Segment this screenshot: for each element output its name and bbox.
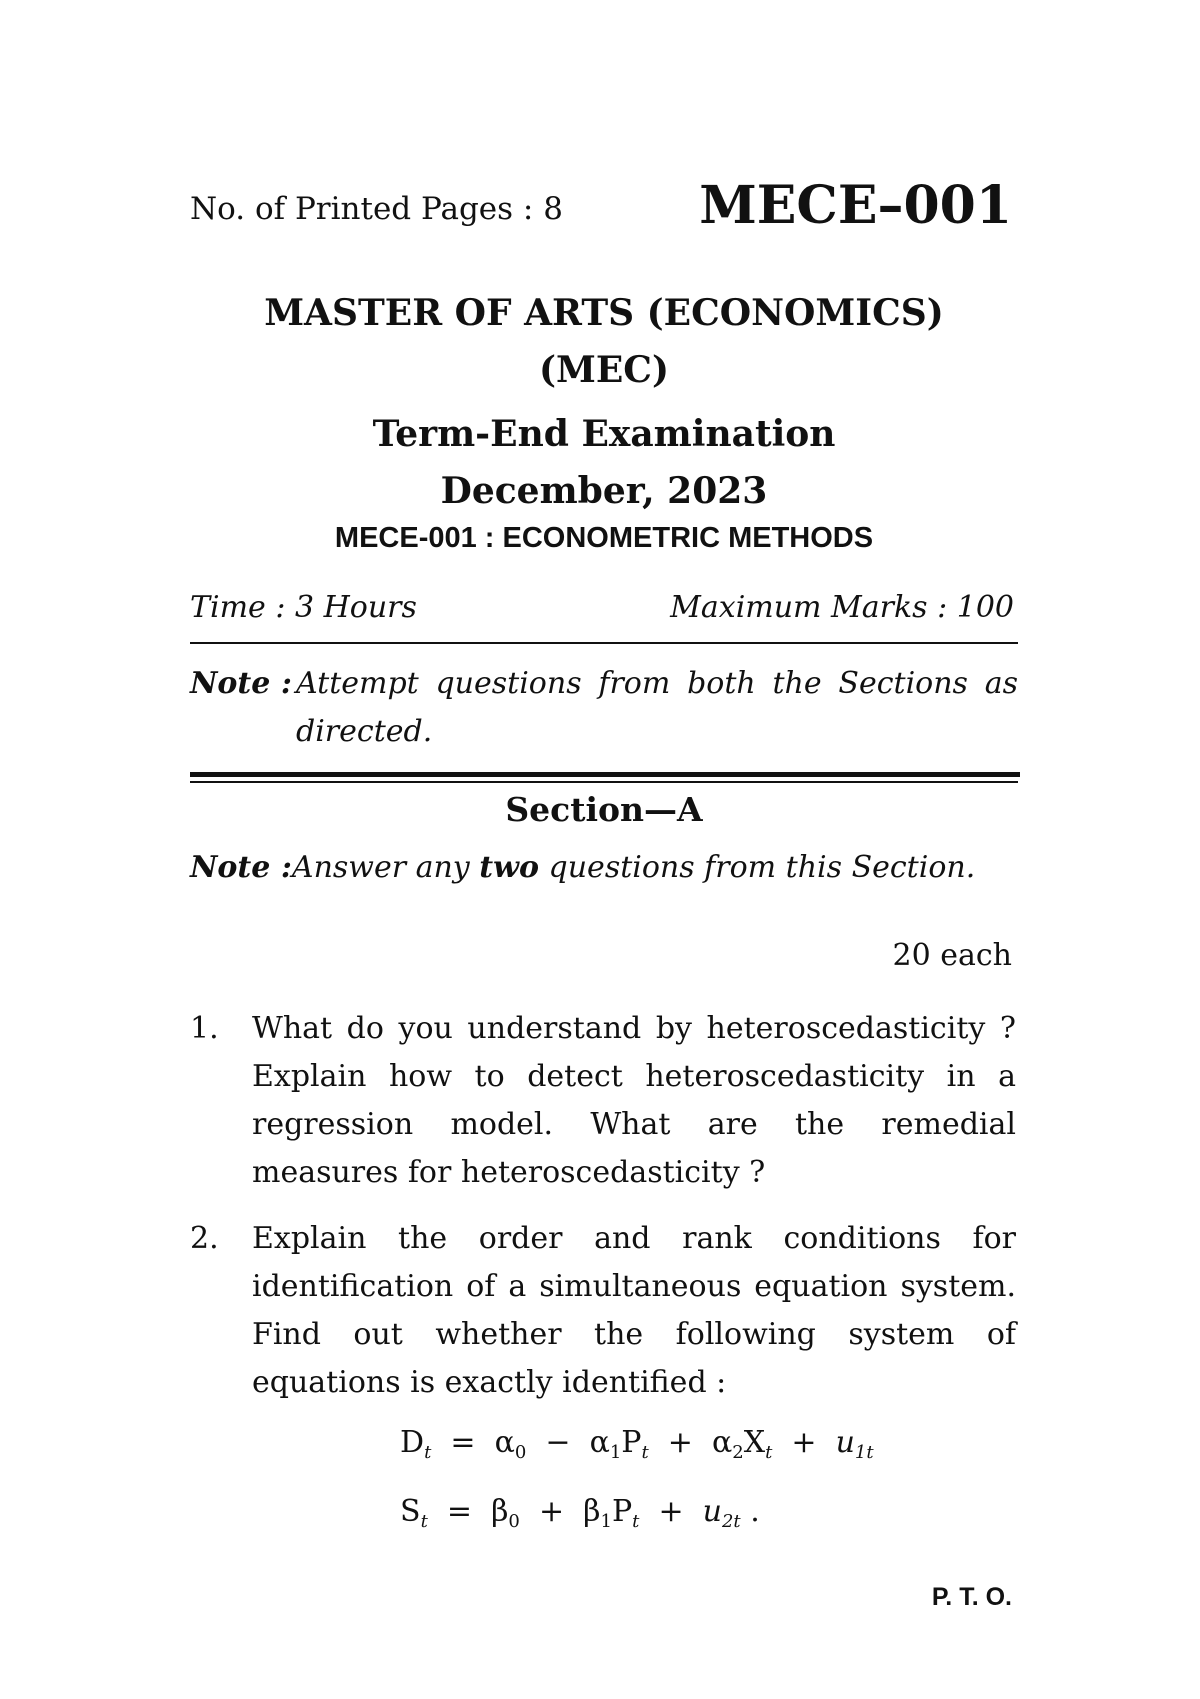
divider-double-bottom: [190, 781, 1018, 783]
exam-page: [190, 0, 1018, 1699]
divider-thin: [190, 642, 1018, 644]
marks-per-question: 20 each: [892, 938, 1012, 973]
printed-pages-count: No. of Printed Pages : 8: [190, 191, 563, 227]
section-a-title: Section—A: [505, 790, 703, 829]
question-text: What do you understand by heteroscedasticity ? Explain how to detect heteroscedasticity in a regression model. What are the remedial measures for heteroscedasticity ?: [252, 1011, 1016, 1190]
program-title: MASTER OF ARTS (ECONOMICS): [264, 292, 944, 334]
time-allowed: Time : 3 Hours: [190, 590, 417, 625]
maximum-marks: Maximum Marks : 100: [670, 590, 1014, 625]
question-number: 2.: [190, 1221, 219, 1256]
note-label: Note :: [190, 666, 292, 701]
divider-double-top: [190, 772, 1020, 777]
supply-equation: $S_t = \beta_0 + \beta_1P_t + u_{2t}$ .: [400, 1494, 760, 1532]
section-a-note: [190, 850, 975, 885]
section-note-before: Answer any: [291, 850, 480, 885]
question-text: Explain the order and rank conditions for identification of a simultaneous equation system. Find out whether the following system of equations is exactly identified :: [252, 1221, 1016, 1400]
exam-date: December, 2023: [440, 470, 768, 512]
program-short-title: (MEC): [538, 349, 669, 391]
section-note-after: questions from this Section.: [539, 850, 976, 885]
section-note-bold: two: [479, 850, 539, 885]
demand-equation: $D_t = \alpha_0 - \alpha_1P_t + \alpha_2X_t + u_{1t}$: [400, 1425, 874, 1463]
question-number: 1.: [190, 1011, 219, 1046]
please-turn-over: P. T. O.: [931, 1583, 1012, 1611]
header-row: [190, 175, 1018, 245]
paper-title: MECE-001 : ECONOMETRIC METHODS: [334, 522, 874, 554]
note-text: Attempt questions from both the Sections as directed.: [296, 666, 1018, 749]
exam-title: Term-End Examination: [372, 413, 836, 455]
course-code: MECE–001: [699, 175, 1012, 236]
section-note-label: Note :: [190, 850, 292, 885]
